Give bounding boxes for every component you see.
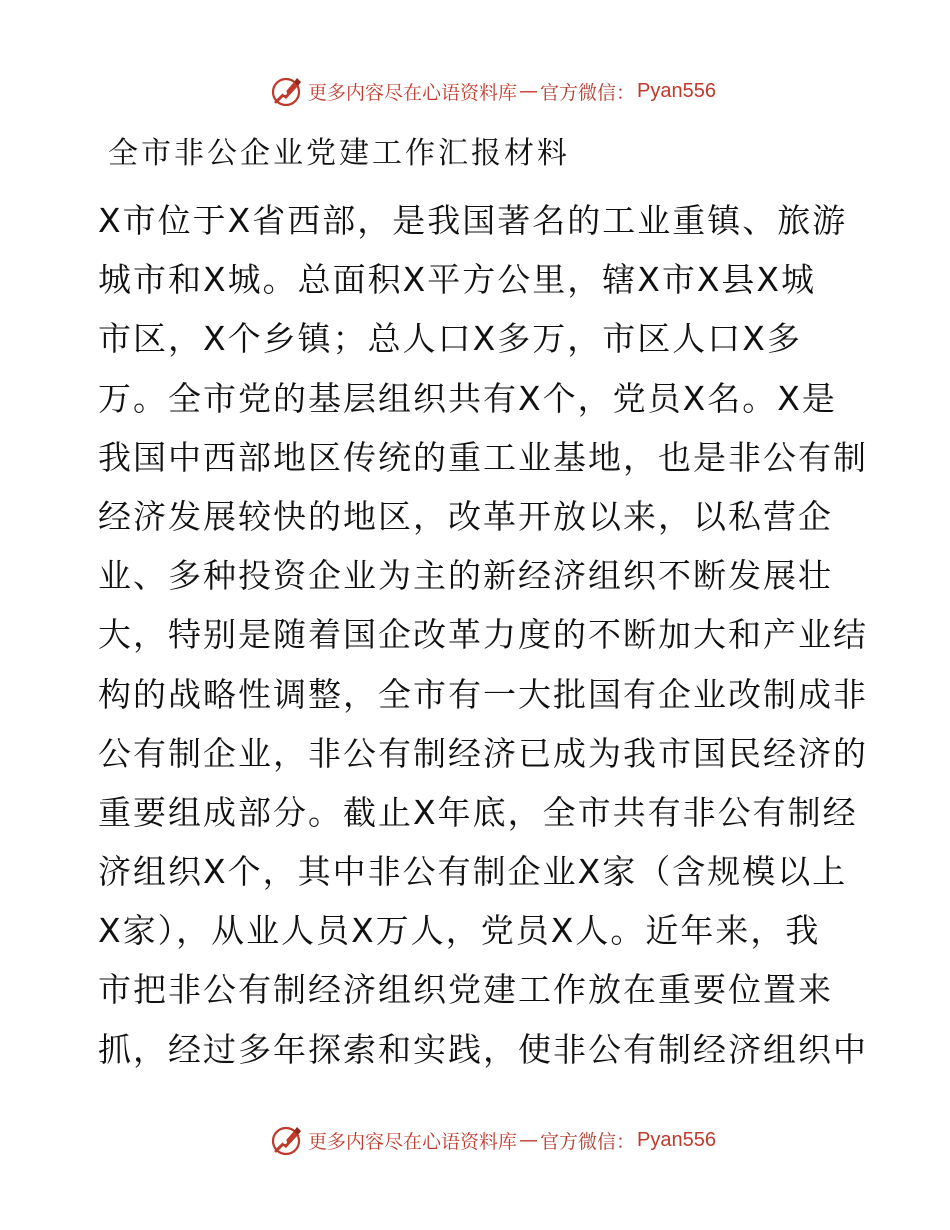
document-body bbox=[98, 191, 868, 1079]
banner-content bbox=[270, 1123, 716, 1157]
footer-watermark-banner bbox=[0, 1120, 950, 1160]
body-line: 市把非公有制经济组织党建工作放在重要位置来 bbox=[98, 970, 833, 1010]
body-line: 万。全市党的基层组织共有X个，党员X名。X是 bbox=[98, 378, 837, 418]
banner-wechat-id: Pyan556 bbox=[637, 1128, 716, 1151]
banner-slogan: 更多内容尽在心语资料库 bbox=[308, 1130, 518, 1153]
body-line: 经济发展较快的地区，改革开放以来，以私营企 bbox=[98, 496, 833, 536]
body-line: 公有制企业，非公有制经济已成为我市国民经济的 bbox=[98, 733, 868, 773]
header-watermark-banner bbox=[0, 71, 950, 111]
banner-slogan: 更多内容尽在心语资料库 bbox=[308, 81, 518, 104]
body-line: 城市和X城。总面积X平方公里，辖X市X县X城 bbox=[98, 260, 817, 300]
body-line: 业、多种投资企业为主的新经济组织不断发展壮 bbox=[98, 556, 833, 596]
body-line: 抓，经过多年探索和实践，使非公有制经济组织中 bbox=[98, 1029, 868, 1069]
body-line: 大，特别是随着国企改革力度的不断加大和产业结 bbox=[98, 615, 868, 655]
banner-wechat-label: 官方微信： bbox=[540, 81, 636, 104]
banner-content bbox=[270, 74, 716, 108]
body-line: 重要组成部分。截止X年底，全市共有非公有制经 bbox=[98, 792, 858, 832]
body-line: 济组织X个，其中非公有制企业X家（含规模以上 bbox=[98, 852, 848, 892]
body-line: X家），从业人员X万人，党员X人。近年来，我 bbox=[98, 911, 821, 951]
body-line: X市位于X省西部，是我国著名的工业重镇、旅游 bbox=[98, 201, 848, 240]
pen-logo-icon bbox=[270, 1123, 304, 1157]
body-line: 市区，X个乡镇；总人口X多万，市区人口X多 bbox=[98, 319, 802, 359]
banner-wechat-label: 官方微信： bbox=[540, 1130, 636, 1153]
pen-logo-icon bbox=[270, 74, 304, 108]
banner-separator: — bbox=[519, 1129, 539, 1151]
document-title: 全市非公企业党建工作汇报材料 bbox=[108, 136, 570, 171]
body-line: 我国中西部地区传统的重工业基地，也是非公有制 bbox=[98, 437, 868, 477]
body-line: 构的战略性调整，全市有一大批国有企业改制成非 bbox=[98, 674, 868, 714]
banner-wechat-id: Pyan556 bbox=[637, 79, 716, 102]
banner-separator: — bbox=[519, 80, 539, 102]
